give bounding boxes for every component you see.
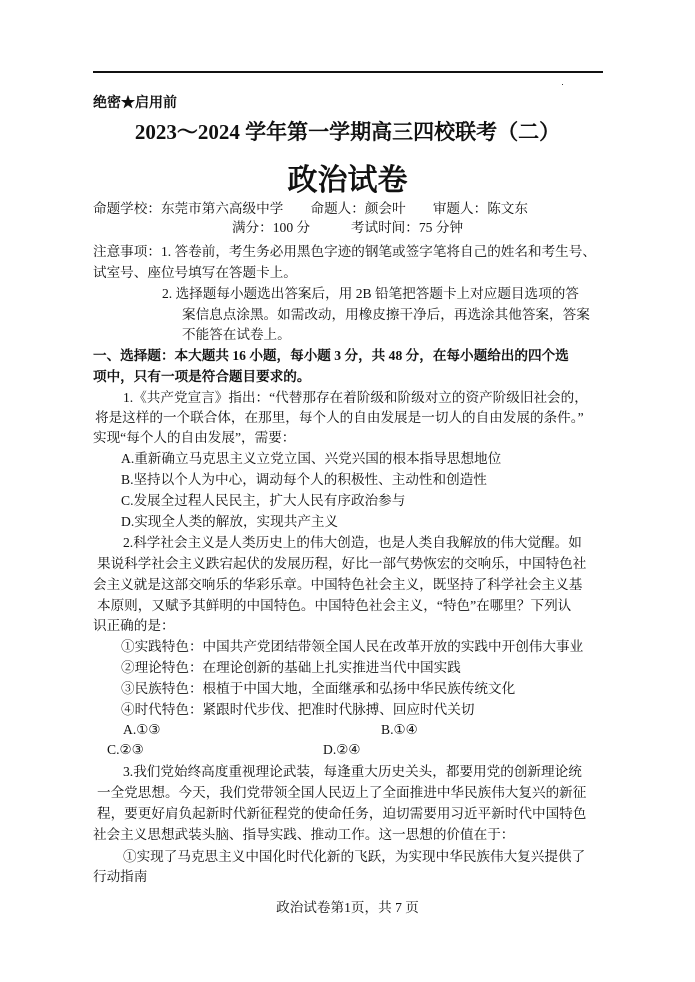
section-heading: 一、选择题：本大题共 16 小题，每小题 3 分，共 48 分，在每小题给出的四个选 xyxy=(93,348,569,363)
author-info: 命题学校：东莞市第六高级中学 命题人：颜会叶 审题人：陈文东 xyxy=(93,201,528,216)
q2-option-b: B.①④ xyxy=(381,722,418,737)
q3-item: ①实现了马克思主义中国化时代化新的飞跃，为实现中华民族伟大复兴提供了 xyxy=(123,849,586,864)
q2-item: ②理论特色：在理论创新的基础上扎实推进当代中国实践 xyxy=(121,660,461,675)
q2-stem: 识正确的是： xyxy=(93,618,175,633)
notice-line: 注意事项：1. 答卷前，考生务必用黑色字迹的钢笔或签字笔将自己的姓名和考生号、 xyxy=(93,244,596,259)
notice-line: 案信息点涂黑。如需改动，用橡皮擦干净后，再选涂其他答案，答案 xyxy=(182,307,590,322)
q2-option-d: D.②④ xyxy=(323,742,361,757)
score-time: 满分：100 分 考试时间：75 分钟 xyxy=(231,220,464,235)
q1-option-d: D.实现全人类的解放，实现共产主义 xyxy=(121,514,339,529)
section-heading: 项中，只有一项是符合题目要求的。 xyxy=(93,369,311,384)
notice-line: 不能答在试卷上。 xyxy=(182,327,291,342)
q1-option-c: C.发展全过程人民民主，扩大人民有序政治参与 xyxy=(121,493,406,508)
q2-option-a: A.①③ xyxy=(123,722,161,737)
q3-stem: 社会主义思想武装头脑、指导实践、推动工作。这一思想的价值在于： xyxy=(93,827,515,842)
q1-stem: 实现“每个人的自由发展”，需要： xyxy=(93,430,296,445)
q3-stem: 程，要更好肩负起新时代新征程党的使命任务，迫切需要用习近平新时代中国特色 xyxy=(97,806,587,821)
subject-title: 政治试卷 xyxy=(287,164,408,197)
q1-stem: 1.《共产党宣言》指出：“代替那存在着阶级和阶级对立的资产阶级旧社会的， xyxy=(123,390,588,405)
q2-stem: 2.科学社会主义是人类历史上的伟大创造，也是人类自我解放的伟大觉醒。如 xyxy=(123,535,582,550)
q3-item: 行动指南 xyxy=(93,869,148,884)
stray-mark xyxy=(562,84,563,85)
confidential-label: 绝密★启用前 xyxy=(93,96,177,111)
notice-line: 2. 选择题每小题选出答案后，用 2B 铅笔把答题卡上对应题目选项的答 xyxy=(162,286,579,301)
q1-option-b: B.坚持以个人为中心，调动每个人的积极性、主动性和创造性 xyxy=(121,472,487,487)
page-footer: 政治试卷第1页，共 7 页 xyxy=(276,900,419,915)
q3-stem: 一全党思想。今天，我们党带领全国人民迈上了全面推进中华民族伟大复兴的新征 xyxy=(97,785,587,800)
exam-title: 2023～2024 学年第一学期高三四校联考（二） xyxy=(134,120,561,144)
q1-option-a: A.重新确立马克思主义立党立国、兴党兴国的根本指导思想地位 xyxy=(121,451,502,466)
q2-item: ①实践特色：中国共产党团结带领全国人民在改革开放的实践中开创伟大事业 xyxy=(121,639,584,654)
q2-item: ④时代特色：紧跟时代步伐、把准时代脉搏、回应时代关切 xyxy=(121,702,475,717)
q3-stem: 3.我们党始终高度重视理论武装，每逢重大历史关头，都要用党的创新理论统 xyxy=(123,764,582,779)
q2-item: ③民族特色：根植于中国大地，全面继承和弘扬中华民族传统文化 xyxy=(121,681,516,696)
header-rule xyxy=(93,71,603,73)
notice-line: 试室号、座位号填写在答题卡上。 xyxy=(93,265,297,280)
q2-stem: 会主义就是这部交响乐的华彩乐章。中国特色社会主义，既坚持了科学社会主义基 xyxy=(93,577,583,592)
q2-option-c: C.②③ xyxy=(107,742,144,757)
q2-stem: 果说科学社会主义跌宕起伏的发展历程，好比一部气势恢宏的交响乐，中国特色社 xyxy=(97,556,587,571)
q2-stem: 本原则，又赋予其鲜明的中国特色。中国特色社会主义，“特色”在哪里？下列认 xyxy=(97,598,572,613)
q1-stem: 将是这样的一个联合体，在那里，每个人的自由发展是一切人的自由发展的条件。” xyxy=(95,410,584,425)
